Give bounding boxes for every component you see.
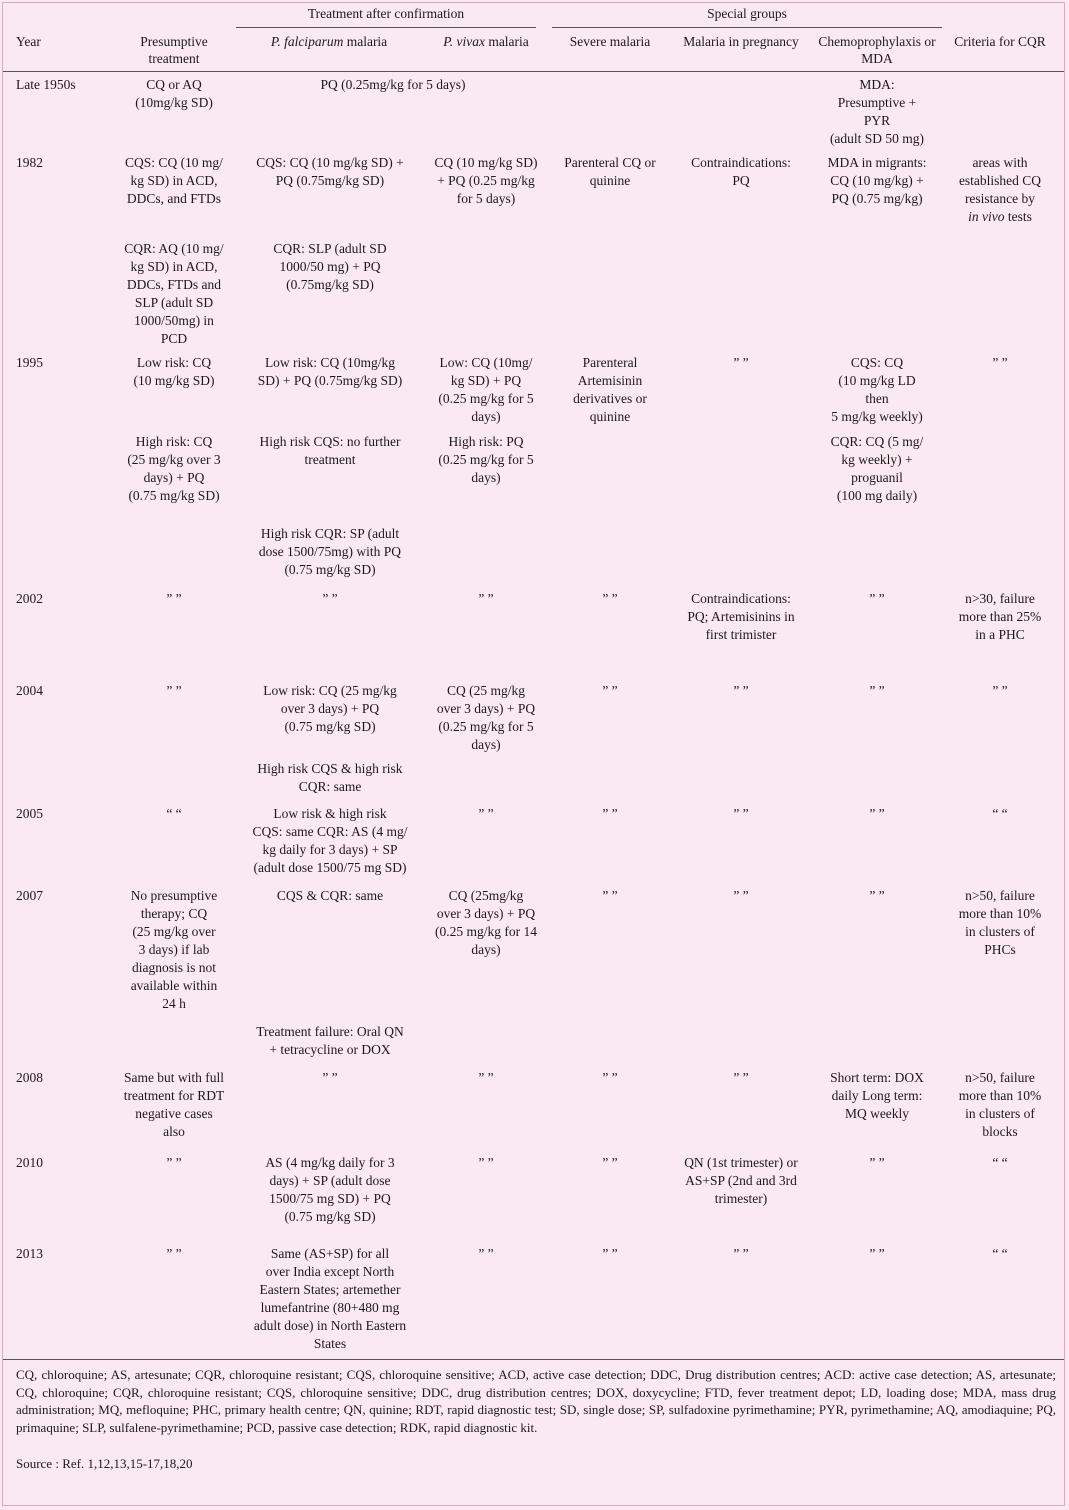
row-cqr: n>50, failure more than 10% in clusters of blocks	[958, 1070, 1042, 1139]
row-chemo: ” ”	[869, 591, 885, 606]
col-header-presumptive: Presumptive treatment	[140, 34, 208, 66]
row-pf: Treatment failure: Oral QN + tetracycline or DOX	[256, 1024, 404, 1057]
row-pv: ” ”	[478, 1070, 494, 1085]
row-pf: High risk CQS: no further treatment	[259, 434, 401, 467]
row-severe: ” ”	[602, 1155, 618, 1170]
row-chemo: ” ”	[869, 806, 885, 821]
row-pregnancy: ” ”	[733, 1246, 749, 1261]
row-pf: CQS: CQ (10 mg/kg SD) + PQ (0.75mg/kg SD)	[256, 155, 404, 188]
row-severe: Parenteral Artemisinin derivatives or quinine	[573, 355, 647, 424]
row-pv: ” ”	[478, 1155, 494, 1170]
row-year: 1982	[16, 155, 43, 170]
col-header-severe: Severe malaria	[569, 34, 651, 49]
row-pv: Low: CQ (10mg/ kg SD) + PQ (0.25 mg/kg for 5 days)	[438, 355, 534, 424]
group-header-treatment: Treatment after confirmation	[307, 6, 465, 21]
row-year: 2002	[16, 591, 43, 606]
row-pf-pv-merged: PQ (0.25mg/kg for 5 days)	[320, 77, 466, 92]
col-header-pregnancy: Malaria in pregnancy	[683, 34, 799, 49]
row-pregnancy: ” ”	[733, 888, 749, 903]
row-year: 1995	[16, 355, 43, 370]
row-chemo: ” ”	[869, 1246, 885, 1261]
row-pf: CQS & CQR: same	[276, 888, 384, 903]
row-year: Late 1950s	[16, 77, 76, 92]
row-pregnancy: ” ”	[733, 1070, 749, 1085]
row-pf: ” ”	[322, 591, 338, 606]
rule-treatment	[236, 27, 536, 28]
row-pregnancy: Contraindications: PQ	[691, 155, 791, 188]
row-pf: Low risk & high risk CQS: same CQR: AS (4 mg/ kg daily for 3 days) + SP (adult dose 1500/75 mg SD)	[252, 806, 408, 875]
row-chemo: MDA: Presumptive + PYR (adult SD 50 mg)	[829, 77, 925, 146]
col-header-cqr: Criteria for CQR	[954, 34, 1046, 49]
source-reference: Source : Ref. 1,12,13,15-17,18,20	[16, 1456, 193, 1471]
row-pf: Low risk: CQ (25 mg/kg over 3 days) + PQ (0.75 mg/kg SD)	[263, 683, 397, 734]
row-chemo: CQS: CQ (10 mg/kg LD then 5 mg/kg weekly)	[831, 355, 923, 424]
row-presumptive: CQ or AQ (10mg/kg SD)	[135, 77, 213, 110]
row-year: 2008	[16, 1070, 43, 1085]
row-presumptive: High risk: CQ (25 mg/kg over 3 days) + PQ (0.75 mg/kg SD)	[127, 434, 221, 503]
row-severe: ” ”	[602, 683, 618, 698]
row-chemo: ” ”	[869, 888, 885, 903]
footnote-abbreviations: CQ, chloroquine; AS, artesunate; CQR, chloroquine resistant; CQS, chloroquine sensitive; ACD, active case detection; DDC, Drug distribution centres; ACD: active case detection; AS, artesunate; CQ, chloroquine; CQR, chloroquine resistant; CQS, chloroquine sensitive; DDC, drug distribution centres; DOX, doxycycline; FTD, fever treatment depot; LD, loading dose; MDA, mass drug administration; MQ, mefloquine; PHC, primary health centre; QN, quinine; RDT, rapid diagnostic test; SD, single dose; SP, sulfadoxine pyrimethamine; PYR, pyrimethamine; AQ, amodiaquine; PQ, primaquine; SLP, sulfalene-pyrimethamine; PCD, passive case detection; RDK, rapid diagnostic kit.	[16, 1367, 1056, 1435]
rule-table-bottom	[3, 1359, 1064, 1360]
row-presumptive: ” ”	[166, 591, 182, 606]
row-chemo: Short term: DOX daily Long term: MQ weekly	[830, 1070, 924, 1121]
row-cqr: “ “	[992, 1246, 1008, 1261]
row-pf: CQR: SLP (adult SD 1000/50 mg) + PQ (0.75mg/kg SD)	[273, 241, 387, 292]
row-pv: ” ”	[478, 1246, 494, 1261]
row-presumptive: CQR: AQ (10 mg/ kg SD) in ACD, DDCs, FTDs and SLP (adult SD 1000/50mg) in PCD	[124, 241, 224, 346]
row-severe: ” ”	[602, 888, 618, 903]
row-pf: AS (4 mg/kg daily for 3 days) + SP (adult dose 1500/75 mg SD) + PQ (0.75 mg/kg SD)	[265, 1155, 395, 1224]
row-year: 2007	[16, 888, 43, 903]
rule-special	[552, 27, 942, 28]
row-presumptive: ” ”	[166, 1155, 182, 1170]
row-cqr: n>50, failure more than 10% in clusters of PHCs	[958, 888, 1042, 957]
col-header-pf: P. falciparum malaria	[270, 34, 388, 49]
row-cqr: ” ”	[992, 355, 1008, 370]
row-cqr: “ “	[992, 1155, 1008, 1170]
col-header-chemo: Chemoprophylaxis or MDA	[818, 34, 936, 66]
row-presumptive: Low risk: CQ (10 mg/kg SD)	[133, 355, 215, 388]
row-pv: ” ”	[478, 591, 494, 606]
row-presumptive: CQS: CQ (10 mg/ kg SD) in ACD, DDCs, and FTDs	[125, 155, 223, 206]
row-chemo: ” ”	[869, 1155, 885, 1170]
row-cqr: ” ”	[992, 683, 1008, 698]
row-pv: CQ (10 mg/kg SD) + PQ (0.25 mg/kg for 5 days)	[434, 155, 538, 206]
row-presumptive: Same but with full treatment for RDT negative cases also	[123, 1070, 225, 1139]
row-cqr: n>30, failure more than 25% in a PHC	[958, 591, 1042, 642]
row-pf: High risk CQR: SP (adult dose 1500/75mg) with PQ (0.75 mg/kg SD)	[258, 526, 402, 577]
row-severe: ” ”	[602, 806, 618, 821]
row-pv: CQ (25 mg/kg over 3 days) + PQ (0.25 mg/kg for 5 days)	[436, 683, 536, 752]
table-frame	[2, 2, 1065, 1506]
row-year: 2010	[16, 1155, 43, 1170]
col-header-pv: P. vivax malaria	[443, 34, 529, 49]
row-cqr: areas with established CQ resistance by in vivo tests	[958, 155, 1042, 224]
row-chemo: ” ”	[869, 683, 885, 698]
row-pregnancy: ” ”	[733, 806, 749, 821]
row-pregnancy: ” ”	[733, 355, 749, 370]
row-severe: ” ”	[602, 1070, 618, 1085]
row-severe: Parenteral CQ or quinine	[564, 155, 656, 188]
row-pf: High risk CQS & high risk CQR: same	[257, 761, 403, 794]
row-pf: Low risk: CQ (10mg/kg SD) + PQ (0.75mg/kg SD)	[257, 355, 403, 388]
row-pv: CQ (25mg/kg over 3 days) + PQ (0.25 mg/kg for 14 days)	[435, 888, 537, 957]
row-chemo: MDA in migrants: CQ (10 mg/kg) + PQ (0.75 mg/kg)	[827, 155, 927, 206]
row-year: 2013	[16, 1246, 43, 1261]
group-header-special: Special groups	[707, 6, 787, 21]
row-pv: ” ”	[478, 806, 494, 821]
row-presumptive: “ “	[166, 806, 182, 821]
row-pf: Same (AS+SP) for all over India except North Eastern States; artemether lumefantrine (80+480 mg adult dose) in North Eastern States	[253, 1246, 407, 1351]
row-presumptive: No presumptive therapy; CQ (25 mg/kg over 3 days) if lab diagnosis is not available within 24 h	[130, 888, 218, 1011]
row-pregnancy: Contraindications: PQ; Artemisinins in first trimister	[687, 591, 795, 642]
row-presumptive: ” ”	[166, 1246, 182, 1261]
row-pv: High risk: PQ (0.25 mg/kg for 5 days)	[438, 434, 534, 485]
row-severe: ” ”	[602, 591, 618, 606]
row-chemo: CQR: CQ (5 mg/ kg weekly) + proguanil (100 mg daily)	[830, 434, 924, 503]
col-header-year: Year	[16, 34, 41, 49]
row-presumptive: ” ”	[166, 683, 182, 698]
row-pregnancy: QN (1st trimester) or AS+SP (2nd and 3rd trimester)	[684, 1155, 798, 1206]
row-pf: ” ”	[322, 1070, 338, 1085]
rule-header-bottom	[3, 71, 1064, 72]
row-severe: ” ”	[602, 1246, 618, 1261]
row-pregnancy: ” ”	[733, 683, 749, 698]
row-cqr: “ “	[992, 806, 1008, 821]
row-year: 2005	[16, 806, 43, 821]
row-year: 2004	[16, 683, 43, 698]
